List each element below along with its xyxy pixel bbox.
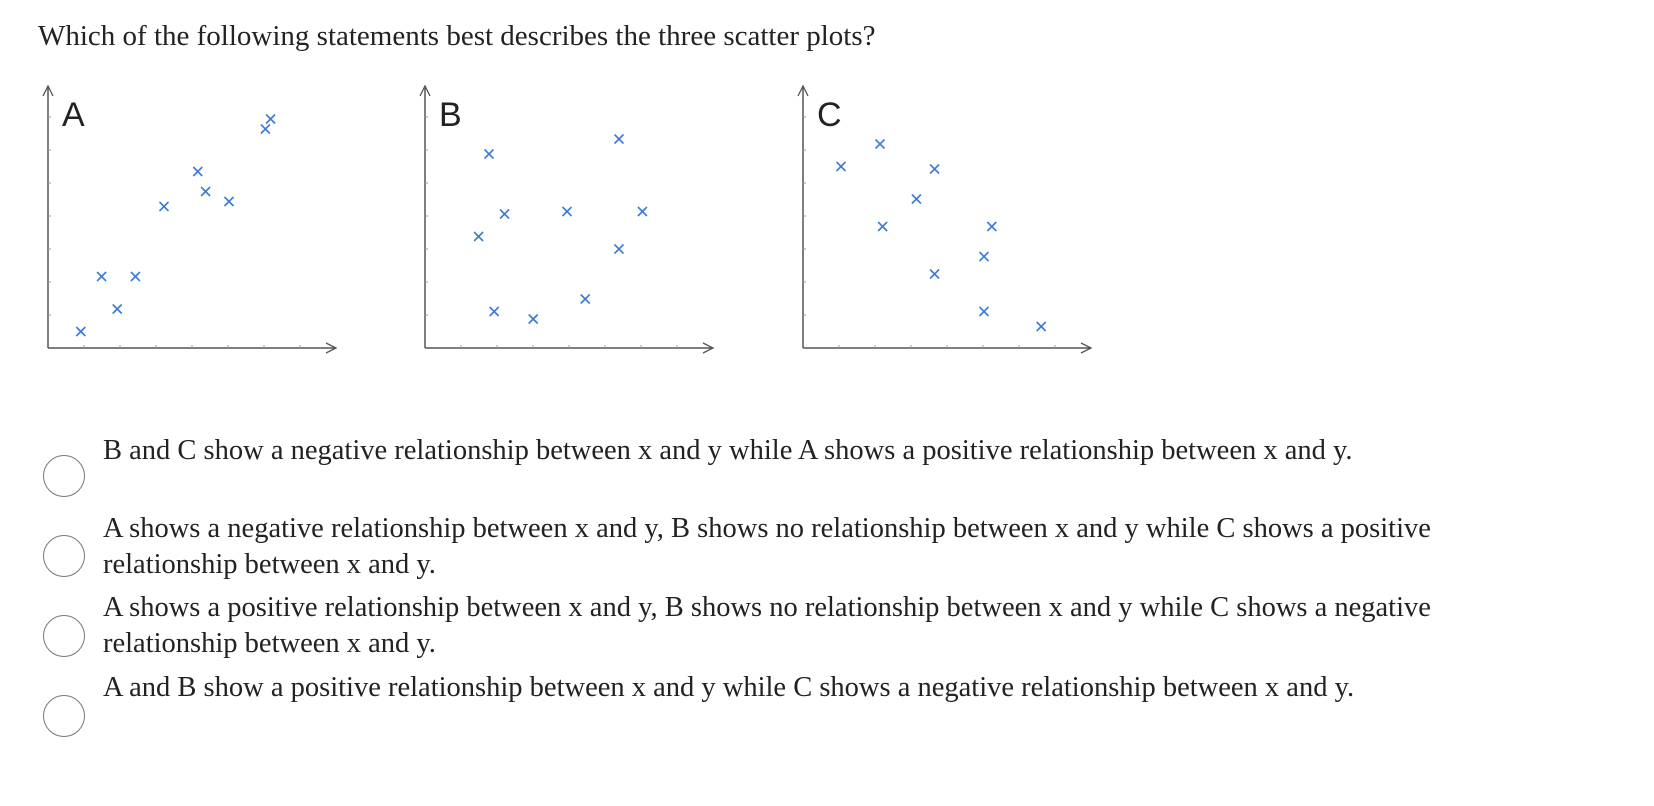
data-point — [266, 115, 275, 124]
scatter-plots-figure — [0, 80, 1200, 380]
data-point — [500, 210, 509, 219]
data-point — [529, 315, 538, 324]
scatter-plot-c-svg — [803, 80, 1123, 380]
data-point — [930, 165, 939, 174]
data-point — [912, 195, 921, 204]
data-point — [193, 167, 202, 176]
data-point — [878, 222, 887, 231]
option-text[interactable]: A shows a positive relationship between x and y, B shows no relationship between x and y while C shows a negative relationship between x and y. — [103, 592, 1431, 659]
question-text: Which of the following statements best describes the three scatter plots? — [38, 20, 876, 52]
data-point — [160, 202, 169, 211]
data-point — [490, 307, 499, 316]
radio-button[interactable] — [43, 455, 85, 497]
data-point — [980, 307, 989, 316]
data-point — [1037, 322, 1046, 331]
scatter-plot-c — [803, 80, 1123, 380]
data-point — [225, 197, 234, 206]
data-point — [76, 327, 85, 336]
radio-button[interactable] — [43, 535, 85, 577]
scatter-plot-b-svg — [425, 80, 745, 380]
data-point — [485, 150, 494, 159]
data-point — [113, 305, 122, 314]
data-point — [837, 162, 846, 171]
data-point — [615, 135, 624, 144]
data-point — [615, 245, 624, 254]
answer-option[interactable] — [40, 672, 1600, 791]
data-point — [131, 272, 140, 281]
option-text[interactable]: A shows a negative relationship between x and y, B shows no relationship between x and y while C shows a positive relationship between x and y. — [103, 513, 1431, 580]
data-point — [201, 187, 210, 196]
plot-title: B — [439, 96, 462, 134]
data-point — [987, 222, 996, 231]
data-point — [638, 207, 647, 216]
data-point — [261, 125, 270, 134]
data-point — [980, 252, 989, 261]
scatter-plot-a-svg — [48, 80, 368, 380]
data-point — [97, 272, 106, 281]
data-point — [563, 207, 572, 216]
option-text[interactable]: B and C show a negative relationship between x and y while A shows a positive relationship between x and y. — [103, 435, 1353, 466]
plot-title: A — [62, 96, 85, 134]
answer-options — [40, 435, 1600, 791]
data-point — [876, 140, 885, 149]
radio-button[interactable] — [43, 695, 85, 737]
plot-title: C — [817, 96, 842, 134]
data-point — [474, 232, 483, 241]
radio-button[interactable] — [43, 615, 85, 657]
scatter-plot-a — [48, 80, 368, 380]
data-point — [930, 270, 939, 279]
option-text[interactable]: A and B show a positive relationship between x and y while C shows a negative relationship between x and y. — [103, 672, 1355, 703]
scatter-plot-b — [425, 80, 745, 380]
data-point — [581, 295, 590, 304]
